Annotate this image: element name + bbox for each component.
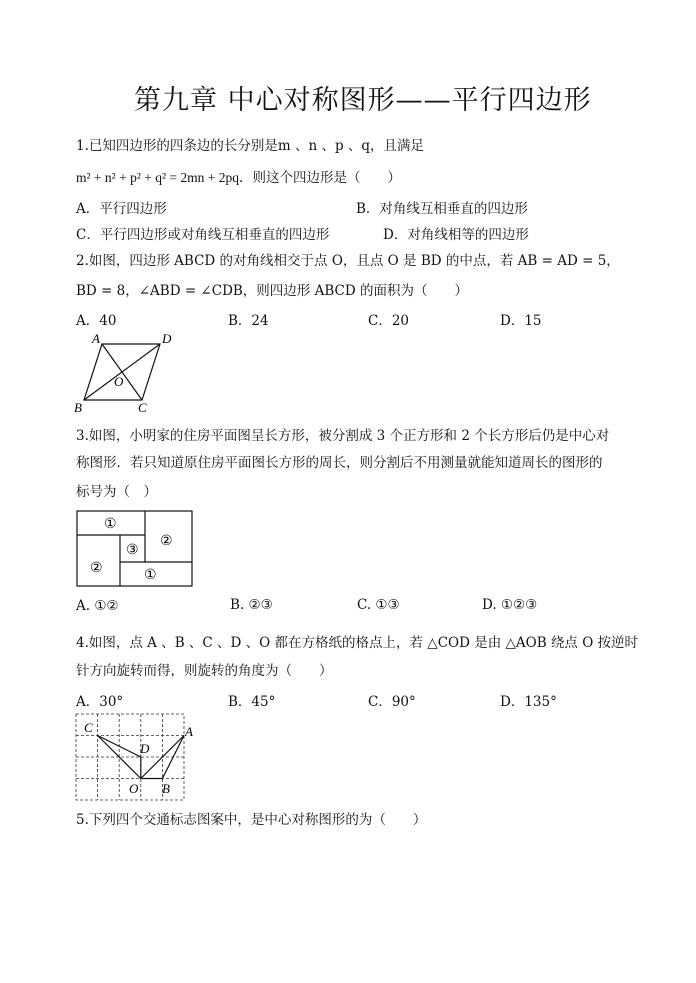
label-c: C (138, 400, 147, 415)
plan-label-1-top: ① (104, 517, 117, 532)
q4-stem-line2: 针方向旋转而得，则旋转的角度为（ ） (76, 663, 333, 679)
q4-option-d: D．135° (500, 694, 557, 710)
label-a: A (92, 331, 100, 346)
label-c: C (84, 720, 93, 735)
q5-stem-line1: 5.下列四个交通标志图案中，是中心对称图形的为（ ） (76, 812, 427, 828)
q4-option-c: C．90° (368, 694, 416, 710)
q4-option-a: A．30° (76, 694, 124, 710)
q2-option-a: A．40 (76, 313, 117, 329)
q1-option-b: B．对角线互相垂直的四边形 (356, 201, 528, 217)
plan-label-1-bottom: ① (144, 568, 157, 583)
q1-equation: m² + n² + p² + q² = 2mn + 2pq．则这个四边形是（ ） (76, 170, 402, 185)
plan-label-2-left: ② (90, 561, 103, 576)
label-d: D (162, 331, 172, 346)
q2-option-c: C．20 (368, 313, 410, 329)
q3-option-d: D. ①②③ (482, 597, 538, 613)
q2-parallelogram-figure (70, 330, 180, 416)
plan-label-3-center: ③ (126, 543, 139, 558)
label-b: B (162, 781, 170, 796)
q4-option-b: B．45° (228, 694, 276, 710)
label-d: D (140, 741, 150, 756)
q3-option-c: C. ①③ (357, 597, 400, 613)
plan-label-2-right: ② (160, 534, 173, 549)
q4-stem-line1: 4.如图，点 A 、B 、C 、D 、O 都在方格纸的格点上，若 △COD 是由 △AOB 绕点 O 按逆时 (76, 635, 639, 651)
q3-option-b: B. ②③ (230, 597, 273, 613)
q3-floor-plan-figure (76, 510, 194, 588)
q1-option-d: D．对角线相等的四边形 (383, 227, 529, 243)
q3-stem-line2: 称图形．若只知道原住房平面图长方形的周长，则分割后不用测量就能知道周长的图形的 (76, 455, 603, 471)
q1-stem-line1: 1.已知四边形的四条边的长分别是m 、n 、p 、q，且满足 (76, 138, 425, 154)
label-o: O (114, 374, 124, 389)
page-title: 第九章 中心对称图形——平行四边形 (134, 85, 592, 116)
q1-option-c: C．平行四边形或对角线互相垂直的四边形 (76, 227, 330, 243)
q1-option-a: A．平行四边形 (76, 201, 167, 217)
label-b: B (74, 400, 82, 415)
q3-option-a: A. ①② (76, 598, 119, 614)
q3-stem-line1: 3.如图，小明家的住房平面图呈长方形，被分割成 3 个正方形和 2 个长方形后仍是中心对 (76, 428, 610, 444)
diagonal-bd (84, 344, 160, 400)
q2-stem-line1: 2.如图，四边形 ABCD 的对角线相交于点 O，且点 O 是 BD 的中点，若 AB = AD = 5， (76, 253, 620, 269)
q2-option-d: D．15 (500, 313, 542, 329)
label-o: O (129, 781, 139, 796)
q3-stem-line3: 标号为（ ） (76, 484, 157, 500)
label-a: A (185, 724, 193, 739)
q4-grid-figure (74, 712, 196, 804)
q2-option-b: B．24 (228, 313, 269, 329)
q2-stem-line2: BD = 8，∠ABD = ∠CDB，则四边形 ABCD 的面积为（ ） (76, 283, 468, 299)
